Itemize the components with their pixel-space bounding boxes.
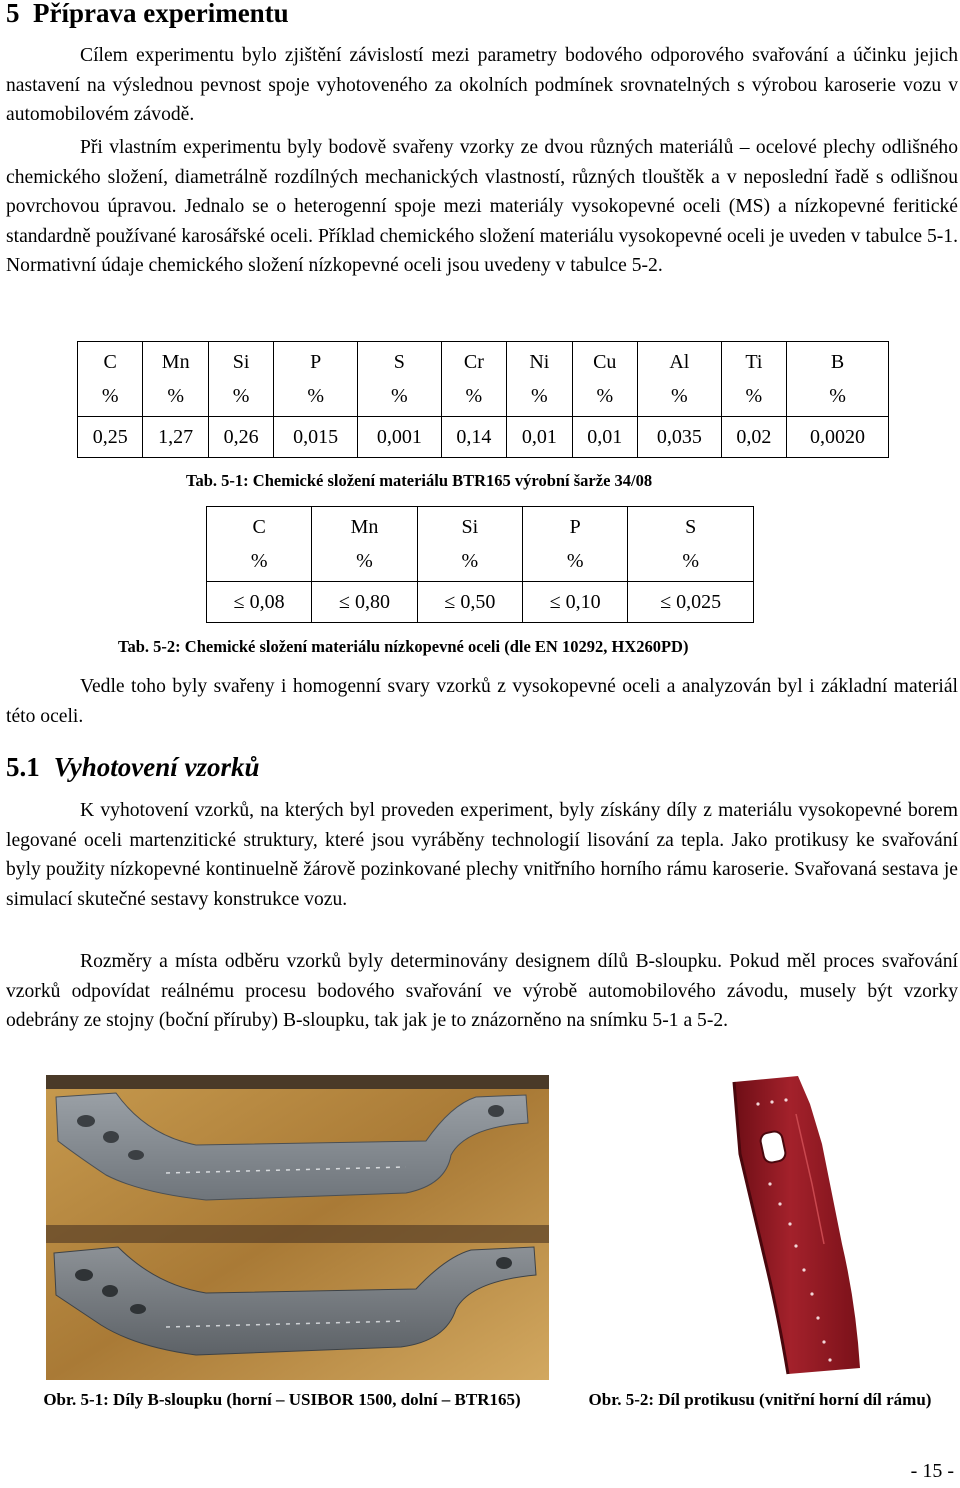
table-cell: 0,02: [721, 417, 786, 458]
table-5-1: [77, 341, 889, 458]
table-header-cell: S %: [628, 507, 754, 582]
table-header-cell: Si %: [208, 342, 273, 417]
table-header-cell: C %: [207, 507, 312, 582]
table-header-cell: Al %: [638, 342, 722, 417]
table-header-cell: P %: [274, 342, 358, 417]
subsection-title: Vyhotovení vzorků: [53, 752, 260, 782]
table-cell: 0,015: [274, 417, 358, 458]
table-cell: ≤ 0,10: [523, 582, 628, 623]
table-header-cell: B %: [787, 342, 889, 417]
table-row: [207, 582, 754, 623]
table-header-cell: Ni %: [507, 342, 572, 417]
table-header-cell: Si %: [417, 507, 522, 582]
paragraph-3: Vedle toho byly svařeny i homogenní svary vzorků z vysokopevné oceli a analyzován byl i základní materiál této oceli.: [6, 676, 958, 727]
table-header-cell: Mn %: [143, 342, 208, 417]
subsection-heading: [6, 752, 260, 783]
table-5-2: [206, 506, 754, 623]
figure-5-2-caption: Obr. 5-2: Díl protikusu (vnitřní horní díl rámu): [588, 1390, 932, 1409]
table-cell: 0,01: [572, 417, 637, 458]
paragraph-4: K vyhotovení vzorků, na kterých byl proveden experiment, byly získány díly z materiálu vysokopevné borem legované oceli martenzitické struktury, které jsou vyráběny technologií lisování za tepla. Jako protikusy ke svařování byly použity nízkopevné kontinuelně žárově pozinkované plechy vnitřního horního rámu karoserie. Svařovaná sestava je simulací skutečné sestavy konstrukce vozu.: [6, 800, 958, 910]
table-row: [78, 417, 889, 458]
section-number: 5: [6, 0, 20, 28]
frame-part-image: [700, 1074, 870, 1378]
table-cell: ≤ 0,50: [417, 582, 522, 623]
table-header-cell: P %: [523, 507, 628, 582]
table-header-row: [78, 342, 889, 417]
table-cell: 0,035: [638, 417, 722, 458]
table-cell: 0,26: [208, 417, 273, 458]
table-cell: 0,14: [441, 417, 506, 458]
table-header-row: [207, 507, 754, 582]
table-header-cell: Cu %: [572, 342, 637, 417]
paragraph-1: Cílem experimentu bylo zjištění závislostí mezi parametry bodového odporového svařování a účinku jejich nastavení na výslednou pevnost spoje vyhotoveného za okolních podmínek srovnatelných s výrobou karoserie vozu v automobilovém závodě.: [6, 45, 958, 126]
paragraph-5: Rozměry a místa odběru vzorků byly determinovány designem dílů B-sloupku. Pokud měl proces svařování vzorků odpovídat reálnému procesu bodového svařování ve výrobě automobilového závodu, musely být vzorky odebrány ze stojny (boční příruby) B-sloupku, tak jak je to znázorněno na snímku 5-1 a 5-2.: [6, 951, 958, 1032]
table-cell: 0,001: [358, 417, 442, 458]
table-5-1-caption: Tab. 5-1: Chemické složení materiálu BTR165 výrobní šarže 34/08: [186, 471, 653, 490]
section-title: Příprava experimentu: [33, 0, 289, 28]
table-cell: ≤ 0,025: [628, 582, 754, 623]
figure-5-1-caption: Obr. 5-1: Díly B-sloupku (horní – USIBOR 1500, dolní – BTR165): [43, 1390, 521, 1409]
section-heading: [6, 0, 289, 29]
table-header-cell: S %: [358, 342, 442, 417]
table-cell: 0,0020: [787, 417, 889, 458]
b-pillar-photo: [46, 1075, 549, 1380]
table-header-cell: Ti %: [721, 342, 786, 417]
paragraph-2: Při vlastním experimentu byly bodově svařeny vzorky ze dvou různých materiálů – ocelové plechy odlišného chemického složení, diametrálně rozdílných mechanických vlastností, různých tlouštěk a v neposlední řadě s odlišnou povrchovou úpravou. Jednalo se o heterogenní spoje mezi materiály vysokopevné oceli (MS) a nízkopevné feritické standardně používané karosářské oceli. Příklad chemického složení materiálu vysokopevné oceli je uveden v tabulce 5-1. Normativní údaje chemického složení nízkopevné oceli jsou uvedeny v tabulce 5-2.: [6, 137, 958, 277]
table-cell: ≤ 0,08: [207, 582, 312, 623]
table-cell: 0,01: [507, 417, 572, 458]
subsection-number: 5.1: [6, 752, 40, 782]
table-header-cell: Cr %: [441, 342, 506, 417]
table-cell: ≤ 0,80: [312, 582, 417, 623]
table-cell: 0,25: [78, 417, 143, 458]
table-5-2-caption: Tab. 5-2: Chemické složení materiálu nízkopevné oceli (dle EN 10292, HX260PD): [118, 637, 689, 656]
table-header-cell: Mn %: [312, 507, 417, 582]
table-header-cell: C %: [78, 342, 143, 417]
table-cell: 1,27: [143, 417, 208, 458]
page-number: - 15 -: [910, 1460, 954, 1482]
